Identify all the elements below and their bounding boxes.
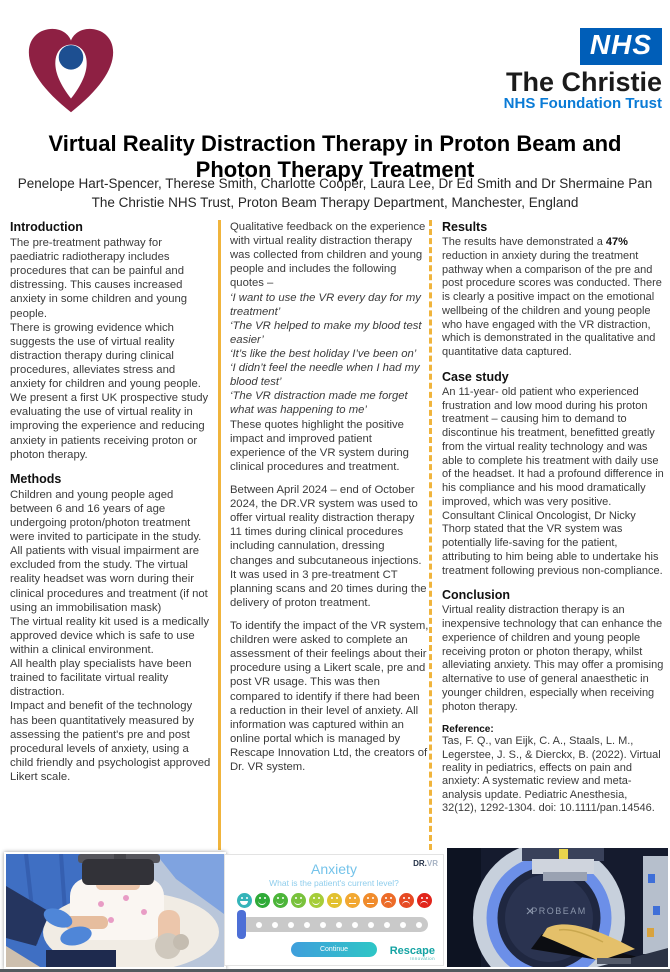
poster-columns (10, 220, 665, 850)
slider-dot (272, 922, 278, 928)
results-key-figure: 47% (605, 236, 628, 248)
anxiety-question: What is the patient's current level? (269, 878, 399, 888)
introduction-paragraph: The pre-treatment pathway for paediatric radiotherapy includes procedures that can be painful and distressing. This causes increased anxiety in some children and young people. (10, 237, 188, 320)
anxiety-face-icon[interactable] (327, 893, 342, 908)
slider-dot (368, 922, 374, 928)
feedback-intro: Qualitative feedback on the experience with virtual reality distraction therapy was collected from children and young people and includes the following quotes – (230, 221, 426, 290)
slider-dot (304, 922, 310, 928)
slider-dot (320, 922, 326, 928)
anxiety-face-icon[interactable] (291, 893, 306, 908)
proton-gantry-photo (447, 848, 668, 967)
methods-paragraph: Children and young people aged between 6 and 16 years of age undergoing proton/photon treatment were invited to participate in the study. All patients with visual impairment are excluded from the study. The virtual reality headset was worn during their clinical procedures and treatment (if not using an immobilisation mask) (10, 488, 208, 614)
methods-paragraph: Impact and benefit of the technology has been quantitatively measured by assessing the patient's pre and post procedural levels of anxiety, using a child friendly and psychologist approved Likert scale. (10, 700, 211, 783)
conclusion-heading: Conclusion (442, 588, 511, 603)
drvr-logo: DR.VR (413, 859, 438, 868)
svg-text:PROBEAM: PROBEAM (531, 906, 587, 916)
assessment-paragraph: To identify the impact of the VR system, children were asked to complete an assessment of their feelings about their procedure using a Likert scale, pre and post VR usage. This was then compared to identify if there had been a reduction in their level of anxiety. All information was captured within an online portal which is managed by Rescape Innovation Ltd, the creators of Dr. VR system. (230, 619, 429, 774)
anxiety-face-icon[interactable] (363, 893, 378, 908)
slider-dot (256, 922, 262, 928)
slider-dot (400, 922, 406, 928)
column-feedback (218, 220, 429, 850)
anxiety-face-icon[interactable] (381, 893, 396, 908)
page-title: Virtual Reality Distraction Therapy in Proton Beam and Photon Therapy Treatment (48, 130, 622, 182)
patient-quote: ‘The VR helped to make my blood test easier’ (230, 319, 422, 346)
slider-dot (288, 922, 294, 928)
methods-paragraph: The virtual reality kit used is a medically approved device which is safe to use within a clinical environment. (10, 615, 210, 656)
authors-line: Penelope Hart-Spencer, Therese Smith, Charlotte Cooper, Laura Lee, Dr Ed Smith and Dr Shermaine Pan (17, 176, 653, 191)
results-heading: Results (442, 220, 488, 234)
vr-procedure-photo (4, 852, 226, 969)
drvr-anxiety-panel (225, 855, 443, 965)
anxiety-face-icon[interactable] (273, 893, 288, 908)
anxiety-title: Anxiety (311, 861, 357, 877)
usage-paragraph: Between April 2024 – end of October 2024, the DR.VR system was used to offer virtual reality distraction therapy 11 times during clinical procedures including cannulation, dressing changes and subcutaneous injections. It was used in 3 pre-treatment CT planning scans and 20 times during the delivery of proton treatment. (230, 483, 427, 609)
anxiety-face-icon[interactable] (399, 893, 414, 908)
case-study-paragraph: Consultant Clinical Oncologist, Dr Nicky Thorp stated that the VR system was potentially life-saving for the patient, attributing to him being able to undertake his treatment following previous non-compliance. (442, 509, 663, 577)
results-paragraph: The results have demonstrated a 47% reduction in anxiety during the treatment pathway when a comparison of the pre and post procedure scores was conducted. There is clearly a positive impact on the emotional wellbeing of the children and young people who have engaged with the VR distraction, which is demonstrated in the qualitative and quantitative data captured. (442, 236, 662, 358)
introduction-paragraph: There is growing evidence which suggests the use of virtual reality distraction therapy during clinical procedures, alleviates stress and anxiety for children and young people. (10, 321, 201, 391)
nhs-logo: NHS (580, 28, 662, 65)
anxiety-face-icon[interactable] (255, 893, 270, 908)
reference-heading: Reference: (442, 724, 494, 736)
patient-quote: ‘I want to use the VR every day for my treatment’ (230, 291, 421, 318)
slider-handle-icon[interactable] (237, 910, 246, 939)
patient-quote: ‘It’s like the best holiday I’ve been on’ (230, 347, 417, 360)
rescape-logo: Rescape Innovation (389, 944, 435, 961)
anxiety-face-icon[interactable] (417, 893, 432, 908)
patient-quote: ‘I didn’t feel the needle when I had my blood test’ (230, 362, 420, 389)
feedback-outro: These quotes highlight the positive impact and improved patient experience of the VR system during clinical procedures and treatment. (230, 418, 409, 473)
methods-heading: Methods (10, 471, 62, 486)
column-introduction-methods (10, 220, 218, 850)
continue-button[interactable]: Continue (291, 942, 377, 957)
anxiety-face-row (225, 893, 443, 908)
reference-text: Tas, F. Q., van Eijk, C. A., Staals, L. M., Legerstee, J. S., & Dierckx, B. (2022). Virtual reality in pediatrics, effects on pain and anxiety: A systematic review and meta-analysis update. Pediatric Anesthesia, 32(12), 1292-1304. doi: 10.1111/pan.14546. (442, 735, 661, 815)
conclusion-paragraph: Virtual reality distraction therapy is an inexpensive technology that can enhance the experience of children and young people receiving proton or photon therapy, whilst alleviating anxiety. This may offer a promising alternative to use of general anaesthetic in younger children, especially when receiving photon therapy. (442, 604, 664, 713)
slider-dot (352, 922, 358, 928)
org-subtitle: NHS Foundation Trust (503, 95, 662, 113)
case-study-paragraph: An 11-year- old patient who experienced frustration and low mood during his proton treatment – causing him to demand to discontinue his treatment, benefitted greatly from the virtual reality technology and was able to complete his treatment with daily use of the headset. It had a profound difference in his compliance and his mood dramatically improved, which was very positive. (442, 385, 664, 508)
christie-heart-icon (22, 24, 120, 122)
slider-dot (416, 922, 422, 928)
bottom-figures-row (0, 848, 670, 972)
anxiety-slider-dots (256, 917, 422, 932)
org-name: The Christie (505, 67, 662, 97)
anxiety-face-icon[interactable] (309, 893, 324, 908)
case-study-heading: Case study (442, 369, 509, 384)
anxiety-slider[interactable] (240, 917, 428, 932)
introduction-paragraph: We present a first UK prospective study evaluating the use of virtual reality in improving the experience and reducing anxiety in patients receiving proton or photon therapy. (10, 392, 209, 461)
slider-dot (384, 922, 390, 928)
anxiety-face-icon[interactable] (345, 893, 360, 908)
slider-dot (336, 922, 342, 928)
anxiety-face-icon[interactable] (237, 893, 252, 908)
nhs-branding (504, 28, 662, 113)
patient-quote: ‘The VR distraction made me forget what was happening to me’ (230, 390, 408, 417)
column-results-conclusion (429, 220, 665, 850)
introduction-heading: Introduction (10, 220, 83, 234)
methods-paragraph: All health play specialists have been trained to facilitate virtual reality distraction. (10, 658, 192, 699)
affiliation-line: The Christie NHS Trust, Proton Beam Therapy Department, Manchester, England (91, 195, 579, 210)
